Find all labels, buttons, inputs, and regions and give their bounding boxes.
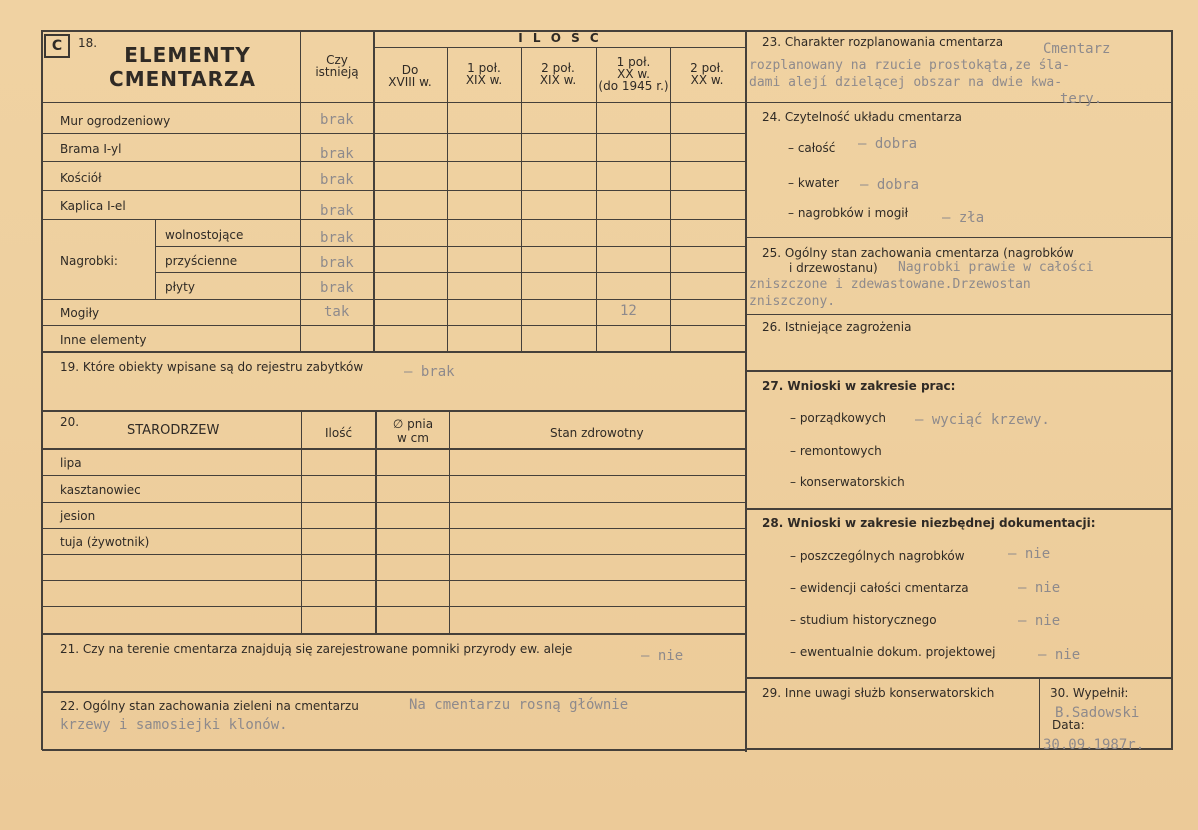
- col-head-1-xix: 1 poł. XIX w.: [465, 61, 503, 87]
- mogily-count: 12: [620, 303, 637, 319]
- col-head-1-xx: 1 poł. XX w. (do 1945 r.): [598, 55, 669, 93]
- q23-label: 23. Charakter rozplanowania cmentarza: [762, 35, 1004, 49]
- q23-answer-3: dami alejí dzielącej obszar na dwie kwa-: [749, 75, 1063, 90]
- q20-col-pnia-1: ∅ pnia: [392, 417, 434, 431]
- q27-bottom-line: [746, 508, 1172, 510]
- ilosc-line: [374, 47, 746, 48]
- col-line-1: [300, 30, 301, 352]
- row-value-mogily: tak: [324, 304, 350, 320]
- row-line: [42, 299, 746, 300]
- section-title-line2: CMENTARZA: [109, 67, 256, 91]
- row-line: [155, 272, 746, 273]
- q19-answer: – brak: [404, 364, 455, 380]
- q19-bottom-line: [42, 410, 746, 412]
- q20-title: STARODRZEW: [127, 423, 220, 438]
- header-bottom-line: [42, 102, 746, 103]
- q20-bottom-line: [42, 633, 746, 635]
- tree-tuja: tuja (żywotnik): [60, 535, 150, 549]
- q20-row-line: [42, 606, 746, 607]
- tree-kasztanowiec: kasztanowiec: [60, 483, 141, 497]
- q30-date: 30.09.1987r.: [1043, 737, 1145, 753]
- q30-label: 30. Wypełnił:: [1050, 686, 1129, 700]
- q24-label: 24. Czytelność układu cmentarza: [762, 110, 962, 124]
- q28-value-studium: – nie: [1018, 613, 1061, 629]
- q28-value-projektowej: – nie: [1038, 647, 1081, 663]
- outer-left-border: [41, 30, 43, 750]
- q27-item-remontowych: – remontowych: [790, 444, 882, 458]
- row-label-wolnostojace: wolnostojące: [165, 228, 244, 242]
- q21-bottom-line: [42, 691, 746, 693]
- row-value-kosciol: brak: [320, 172, 354, 188]
- q27-item-konserwatorskich: – konserwatorskich: [790, 475, 905, 489]
- nagrobki-sub-line: [155, 219, 156, 299]
- q28-item-ewidencji: – ewidencji całości cmentarza: [790, 581, 969, 595]
- q20-row-line: [42, 528, 746, 529]
- q25-answer-3: zniszczony.: [749, 294, 836, 309]
- q25-label-2: i drzewostanu): [789, 261, 878, 275]
- col-line-4: [521, 47, 522, 352]
- row-label-mur: Mur ogrodzeniowy: [60, 114, 171, 128]
- row-label-mogily: Mogiły: [60, 306, 100, 320]
- col-head-xviii: Do XVIII w.: [388, 63, 432, 89]
- q20-col-line: [449, 410, 450, 633]
- q21-label: 21. Czy na terenie cmentarza znajdują się zarejestrowane pomniki przyrody ew. aleje: [60, 642, 573, 656]
- q27-value-porzadkowych: – wyciąć krzewy.: [915, 412, 1050, 428]
- q29-q30-divider: [1039, 677, 1040, 749]
- q30-date-label: Data:: [1052, 718, 1085, 732]
- section-letter-box: C: [44, 34, 70, 58]
- q29-label: 29. Inne uwagi służb konserwatorskich: [762, 686, 995, 700]
- q27-label: 27. Wnioski w zakresie prac:: [762, 379, 956, 393]
- q23-answer-4: tery.: [1060, 91, 1103, 107]
- q20-row-line: [42, 475, 746, 476]
- col-line-6: [670, 47, 671, 352]
- row-line: [42, 351, 746, 353]
- q20-row-line: [42, 502, 746, 503]
- q28-item-nagrobkow: – poszczególnych nagrobków: [790, 549, 965, 563]
- row-line: [42, 190, 746, 191]
- q25-answer-1: Nagrobki prawie w całości: [898, 260, 1094, 275]
- q28-value-nagrobkow: – nie: [1008, 546, 1051, 562]
- row-label-kaplica: Kaplica I-el: [60, 199, 126, 213]
- middle-divider: [745, 30, 747, 752]
- q20-col-stan: Stan zdrowotny: [550, 426, 644, 440]
- q27-item-porzadkowych: – porządkowych: [790, 411, 886, 425]
- left-bottom-border: [42, 749, 747, 751]
- row-line: [42, 325, 746, 326]
- tree-lipa: lipa: [60, 456, 82, 470]
- q20-col-pnia-2: w cm: [397, 431, 429, 445]
- q22-answer-2: krzewy i samosiejki klonów.: [60, 717, 288, 733]
- col-line-3: [447, 47, 448, 352]
- nagrobki-label: Nagrobki:: [60, 254, 118, 268]
- row-line: [155, 246, 746, 247]
- q26-bottom-line: [746, 370, 1172, 372]
- czy-istnieja-header: Czy istnieją: [315, 53, 359, 79]
- q23-answer-1: Cmentarz: [1043, 41, 1111, 57]
- q25-answer-2: zniszczone i zdewastowane.Drzewostan: [749, 277, 1031, 292]
- col-line-5: [596, 47, 597, 352]
- col-head-2-xx: 2 poł. XX w.: [690, 61, 724, 87]
- q28-value-ewidencji: – nie: [1018, 580, 1061, 596]
- q22-label: 22. Ogólny stan zachowania zieleni na cmentarzu: [60, 699, 359, 713]
- ilosc-header: I L O Ś Ć: [518, 31, 602, 45]
- row-label-kosciol: Kościół: [60, 171, 102, 185]
- q19-label: 19. Które obiekty wpisane są do rejestru zabytków: [60, 360, 364, 374]
- q22-answer-1: Na cmentarzu rosną głównie: [409, 697, 629, 713]
- q25-bottom-line: [746, 314, 1172, 315]
- row-label-plyty: płyty: [165, 280, 195, 294]
- q23-bottom-line: [746, 102, 1172, 103]
- q24-item-kwater: – kwater: [788, 176, 839, 190]
- row-line: [42, 161, 746, 162]
- col-head-2-xix: 2 poł. XIX w.: [539, 61, 577, 87]
- q20-col-line: [375, 410, 377, 633]
- q24-bottom-line: [746, 237, 1172, 238]
- q24-item-nagrobkow: – nagrobków i mogił: [788, 206, 909, 220]
- q20-header-line: [42, 448, 746, 450]
- row-value-brama: brak: [320, 146, 354, 162]
- outer-right-border: [1171, 30, 1173, 750]
- row-value-mur: brak: [320, 112, 354, 128]
- q20-number: 20.: [60, 415, 80, 429]
- tree-jesion: jesion: [60, 509, 96, 523]
- q20-col-line: [301, 410, 302, 633]
- col-line-2: [373, 30, 375, 352]
- q30-name: B.Sadowski: [1055, 705, 1140, 721]
- row-value-przyscienne: brak: [320, 255, 354, 271]
- row-value-wolnostojace: brak: [320, 230, 354, 246]
- row-label-brama: Brama I-yl: [60, 142, 122, 156]
- q24-value-kwater: – dobra: [860, 177, 920, 193]
- section-number: 18.: [78, 36, 98, 50]
- row-line: [42, 133, 746, 134]
- q20-row-line: [42, 580, 746, 581]
- row-value-kaplica: brak: [320, 203, 354, 219]
- q20-row-line: [42, 554, 746, 555]
- q25-label-1: 25. Ogólny stan zachowania cmentarza (nagrobków: [762, 246, 1074, 260]
- q21-answer: – nie: [641, 648, 684, 664]
- q24-value-nagrobkow: – zła: [942, 210, 985, 226]
- row-label-inne: Inne elementy: [60, 333, 147, 347]
- row-line: [42, 219, 746, 220]
- q28-label: 28. Wnioski w zakresie niezbędnej dokumentacji:: [762, 516, 1096, 530]
- q23-answer-2: rozplanowany na rzucie prostokąta,ze śla-: [749, 58, 1070, 73]
- q28-item-studium: – studium historycznego: [790, 613, 937, 627]
- q28-item-projektowej: – ewentualnie dokum. projektowej: [790, 645, 996, 659]
- q24-value-calosc: – dobra: [858, 136, 918, 152]
- row-label-przyscienne: przyścienne: [165, 254, 238, 268]
- q28-bottom-line: [746, 677, 1172, 679]
- q24-item-calosc: – całość: [788, 141, 836, 155]
- row-value-plyty: brak: [320, 280, 354, 296]
- section-title-line1: ELEMENTY: [124, 43, 251, 67]
- q20-col-ilosc: Ilość: [325, 426, 353, 440]
- q26-label: 26. Istniejące zagrożenia: [762, 320, 912, 334]
